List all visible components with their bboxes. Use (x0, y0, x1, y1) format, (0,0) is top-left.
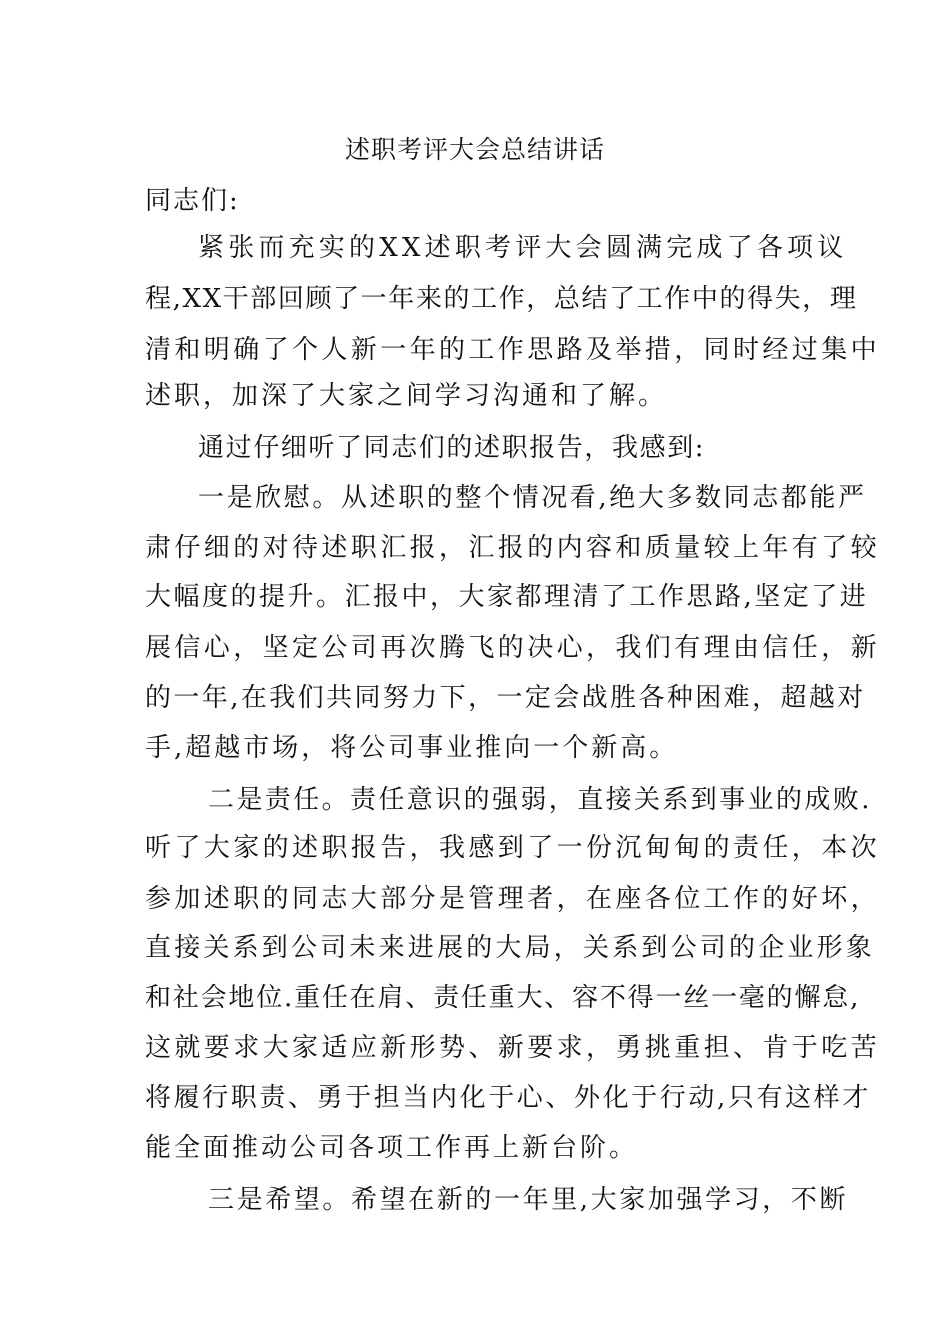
paragraph-4-line-4: 直接关系到公司未来进展的大局，关系到公司的企业形象 (145, 933, 876, 963)
paragraph-4-line-8: 能全面推动公司各项工作再上新台阶。 (145, 1133, 639, 1163)
paragraph-4-line-1: 二是责任。责任意识的强弱，直接关系到事业的成败. (208, 785, 872, 815)
paragraph-4-line-2: 听了大家的述职报告，我感到了一份沉甸甸的责任，本次 (145, 833, 881, 863)
paragraph-4-line-7: 将履行职责、勇于担当内化于心、外化于行动,只有这样才 (145, 1083, 871, 1113)
paragraph-3-line-2: 肃仔细的对待述职汇报，汇报的内容和质量较上年有了较 (145, 533, 881, 563)
paragraph-5-line-1: 三是希望。希望在新的一年里,大家加强学习，不断 (208, 1185, 849, 1215)
paragraph-3-line-6: 手,超越市场，将公司事业推向一个新高。 (145, 733, 679, 763)
paragraph-4-line-3: 参加述职的同志大部分是管理者，在座各位工作的好坏， (145, 884, 881, 914)
paragraph-1-line-1: 紧张而充实的XX述职考评大会圆满完成了各项议 (198, 233, 848, 263)
paragraph-4-line-5: 和社会地位.重任在肩、责任重大、容不得一丝一毫的懈怠, (145, 983, 861, 1013)
salutation: 同志们: (145, 186, 240, 216)
paragraph-1-line-4: 述职，加深了大家之间学习沟通和了解。 (145, 381, 668, 411)
paragraph-3-line-5: 的一年,在我们共同努力下，一定会战胜各种困难，超越对 (145, 683, 866, 713)
paragraph-3-line-4: 展信心，坚定公司再次腾飞的决心，我们有理由信任，新 (145, 633, 881, 663)
paragraph-1-line-2: 程,XX干部回顾了一年来的工作，总结了工作中的得失，理 (145, 284, 858, 314)
paragraph-3-line-3: 大幅度的提升。汇报中，大家都理清了工作思路,坚定了进 (145, 582, 869, 612)
paragraph-1-line-3: 清和明确了个人新一年的工作思路及举措，同时经过集中 (145, 335, 881, 365)
document-title: 述职考评大会总结讲话 (344, 135, 605, 164)
paragraph-3-line-1: 一是欣慰。从述职的整个情况看,绝大多数同志都能严 (198, 483, 867, 513)
paragraph-4-line-6: 这就要求大家适应新形势、新要求，勇挑重担、肯于吃苦 (145, 1033, 881, 1063)
paragraph-2-line-1: 通过仔细听了同志们的述职报告，我感到: (198, 433, 706, 463)
